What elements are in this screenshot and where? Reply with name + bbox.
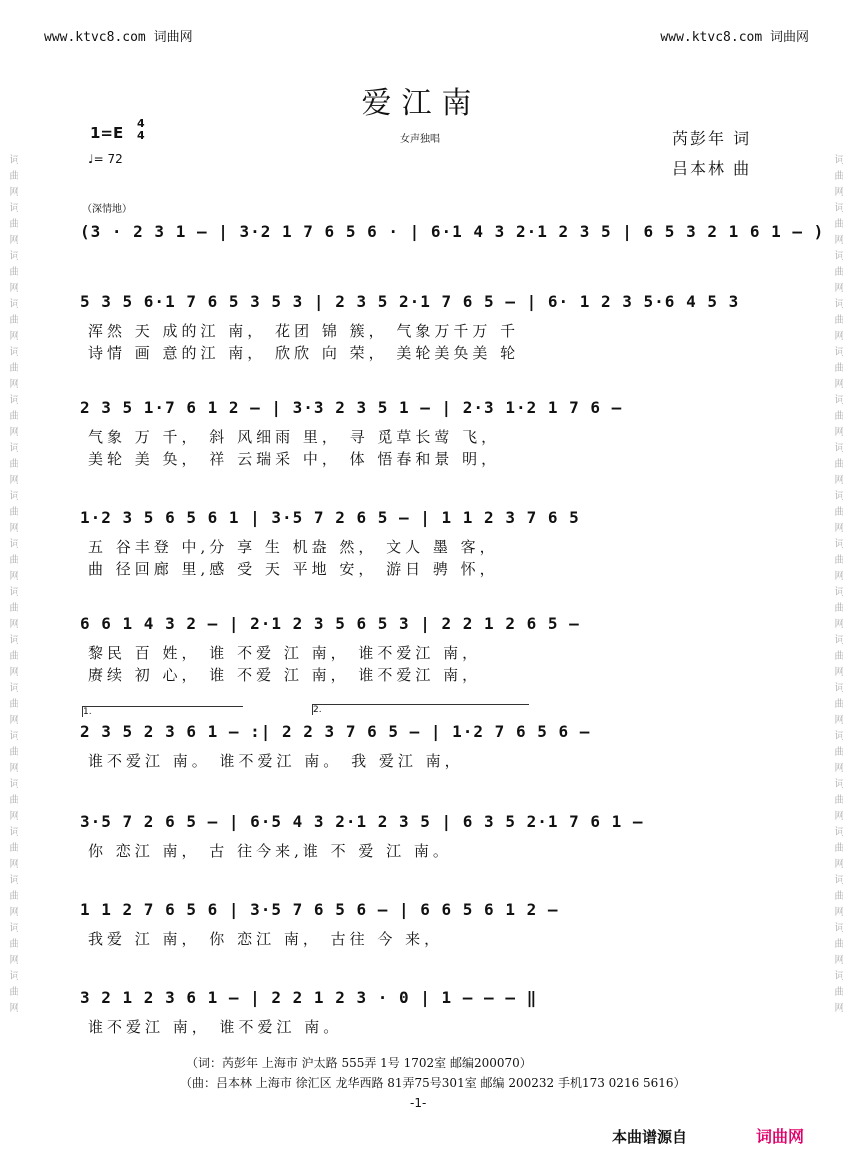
volta-1: 1. bbox=[82, 706, 243, 717]
key-signature: 1=E bbox=[90, 124, 124, 142]
source-label: 本曲谱源自 bbox=[612, 1128, 688, 1146]
tempo-mark: ♩= 72 bbox=[88, 152, 123, 166]
header-right-link[interactable]: www.ktvc8.com 词曲网 bbox=[660, 30, 809, 45]
song-title: 爱江南 bbox=[361, 86, 482, 121]
line-notes: 1 1 2 7 6 5 6 | 3·5 7 6 5 6 – | 6 6 5 6 1 2 – bbox=[80, 900, 559, 919]
volta-2: 2. bbox=[312, 704, 529, 715]
side-watermark-left: 词曲网词曲网词曲网词曲网词曲网词曲网词曲网词曲网词曲网词曲网词曲网词曲网词曲网词曲网词曲网词曲网词曲网词曲网 bbox=[7, 154, 18, 1018]
line-notes: 3·5 7 2 6 5 – | 6·5 4 3 2·1 2 3 5 | 6 3 5 2·1 7 6 1 – bbox=[80, 812, 644, 831]
line-notes: 1·2 3 5 6 5 6 1 | 3·5 7 2 6 5 – | 1 1 2 3 7 6 5 bbox=[80, 508, 580, 527]
brand-link[interactable]: 词曲网 bbox=[756, 1127, 805, 1146]
intro-notes: (3 · 2 3 1 – | 3·2 1 7 6 5 6 · | 6·1 4 3 2·1 2 3 5 | 6 5 3 2 1 6 1 – ) bbox=[80, 222, 825, 241]
expression-mark: （深情地） bbox=[82, 204, 132, 215]
line-lyric-verse1: 我爱 江 南， 你 恋江 南， 古往 今 来， bbox=[88, 930, 444, 948]
header-left-link[interactable]: www.ktvc8.com 词曲网 bbox=[44, 30, 193, 45]
line-notes: 2 3 5 1·7 6 1 2 – | 3·3 2 3 5 1 – | 2·3 1·2 1 7 6 – bbox=[80, 398, 623, 417]
line-lyric-verse2: 赓续 初 心， 谁 不爱 江 南， 谁不爱江 南， bbox=[88, 666, 482, 684]
line-lyric-verse1: 谁不爱江 南。 谁不爱江 南。 我 爱江 南， bbox=[88, 752, 464, 770]
line-lyric-verse2: 美轮 美 奂， 祥 云瑞采 中， 体 悟春和景 明， bbox=[88, 450, 501, 468]
time-signature bbox=[137, 118, 145, 142]
composer-address: （曲：吕本林 上海市 徐汇区 龙华西路 81弄75号301室 邮编 200232 手机173 0216 5616） bbox=[180, 1076, 686, 1090]
lyricist-address: （词：芮彭年 上海市 沪太路 555弄 1号 1702室 邮编200070） bbox=[186, 1056, 532, 1070]
line-lyric-verse1: 黎民 百 姓， 谁 不爱 江 南， 谁不爱江 南， bbox=[88, 644, 482, 662]
performance-note: 女声独唱 bbox=[400, 134, 440, 145]
line-lyric-verse1: 谁不爱江 南， 谁不爱江 南。 bbox=[88, 1018, 343, 1036]
line-notes: 2 3 5 2 3 6 1 – :| 2 2 3 7 6 5 – | 1·2 7 6 5 6 – bbox=[80, 722, 591, 741]
line-lyric-verse2: 诗情 画 意的江 南， 欣欣 向 荣， 美轮美奂美 轮 bbox=[88, 344, 520, 362]
time-bottom: 4 bbox=[137, 129, 145, 142]
page-number: -1- bbox=[410, 1096, 427, 1110]
line-lyric-verse1: 五 谷丰登 中,分 享 生 机盎 然， 文人 墨 客， bbox=[88, 538, 499, 556]
line-lyric-verse1: 浑然 天 成的江 南， 花团 锦 簇， 气象万千万 千 bbox=[88, 322, 520, 340]
line-lyric-verse2: 曲 径回廊 里,感 受 天 平地 安， 游日 骋 怀， bbox=[88, 560, 499, 578]
side-watermark-right: 词曲网词曲网词曲网词曲网词曲网词曲网词曲网词曲网词曲网词曲网词曲网词曲网词曲网词曲网词曲网词曲网词曲网词曲网 bbox=[832, 154, 843, 1018]
line-notes: 6 6 1 4 3 2 – | 2·1 2 3 5 6 5 3 | 2 2 1 2 6 5 – bbox=[80, 614, 580, 633]
line-notes: 5 3 5 6·1 7 6 5 3 5 3 | 2 3 5 2·1 7 6 5 – | 6· 1 2 3 5·6 4 5 3 bbox=[80, 292, 740, 311]
time-top: 4 bbox=[137, 117, 145, 130]
lyricist-credit: 芮彭年 词 bbox=[672, 129, 752, 148]
composer-credit: 吕本林 曲 bbox=[672, 159, 752, 178]
line-notes: 3 2 1 2 3 6 1 – | 2 2 1 2 3 · 0 | 1 – – – ‖ bbox=[80, 988, 538, 1007]
line-lyric-verse1: 气象 万 千， 斜 风细雨 里， 寻 觅草长莺 飞， bbox=[88, 428, 501, 446]
line-lyric-verse1: 你 恋江 南， 古 往今来,谁 不 爱 江 南。 bbox=[88, 842, 452, 860]
